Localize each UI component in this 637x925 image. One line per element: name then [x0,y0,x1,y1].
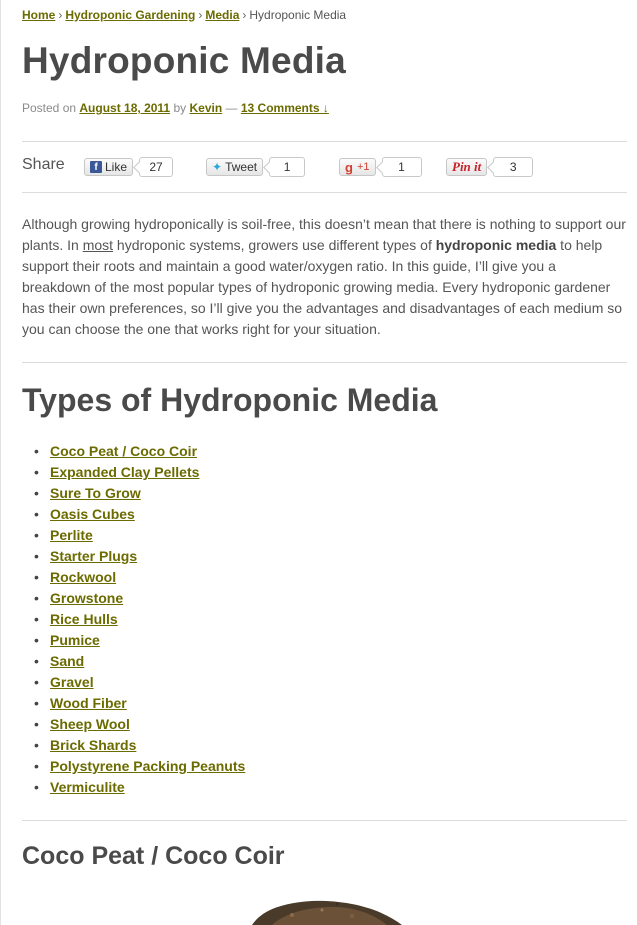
divider [22,141,627,142]
posted-on-label: Posted on [22,101,77,115]
list-item [50,736,245,757]
google-plus-button[interactable] [339,158,376,176]
intro-paragraph [22,214,627,340]
share-label: Share [22,156,65,173]
list-item [50,442,245,463]
list-item [50,589,245,610]
breadcrumb-current: Hydroponic Media [249,8,347,22]
media-link[interactable]: Sheep Wool [50,716,130,732]
tweet-count: 1 [269,157,305,177]
breadcrumb-separator: › [198,8,203,22]
list-item [50,526,245,547]
pin-it-count: 3 [493,157,533,177]
section-heading: Coco Peat / Coco Coir [22,842,285,870]
intro-text: to help support their roots and maintain a good water/oxygen ratio. In this guide, I’ll give you a breakdown of the most popular types of hydroponic growing media. Every hydroponic gardener has their own preferences, so I’ll give you the advantages and disadvantages of each medium so you can choose the one that works right for your situation. [22,237,623,337]
media-link[interactable]: Starter Plugs [50,548,138,564]
media-link[interactable]: Perlite [50,527,93,543]
tweet-label: Tweet [225,160,258,174]
facebook-like-count: 27 [139,157,173,177]
list-item [50,484,245,505]
list-item [50,778,245,799]
google-plus-count: 1 [382,157,422,177]
list-item [50,568,245,589]
twitter-bird-icon: ✦ [212,160,223,174]
media-link[interactable]: Wood Fiber [50,695,127,711]
media-link[interactable]: Polystyrene Packing Peanuts [50,758,246,774]
post-date-link[interactable]: August 18, 2011 [79,101,171,115]
media-link[interactable]: Rice Hulls [50,611,118,627]
meta-dash: — [225,101,238,115]
google-plus-label: +1 [356,161,370,173]
media-link[interactable]: Sure To Grow [50,485,141,501]
media-link[interactable]: Rockwool [50,569,117,585]
page-title: Hydroponic Media [22,40,346,81]
breadcrumb-separator: › [58,8,63,22]
breadcrumb [22,8,346,22]
list-item [50,463,245,484]
list-item [50,505,245,526]
facebook-like-label: Like [105,160,128,174]
types-heading: Types of Hydroponic Media [22,382,438,418]
intro-text: Although growing hydroponically is soil-free, this doesn’t mean that there is nothing to support our plants. In [22,216,626,253]
list-item [50,715,245,736]
divider [22,820,627,821]
pin-it-button[interactable]: Pin it [446,158,487,176]
list-item [50,757,245,778]
by-label: by [173,101,187,115]
comments-link[interactable]: 13 Comments ↓ [240,101,329,115]
list-item [50,610,245,631]
media-link[interactable]: Coco Peat / Coco Coir [50,443,198,459]
intro-bold: hydroponic media [435,237,557,253]
facebook-like-button[interactable] [84,158,133,176]
list-item [50,547,245,568]
divider [22,192,627,193]
breadcrumb-category-link[interactable]: Hydroponic Gardening [65,8,196,22]
list-item [50,652,245,673]
coco-coir-image [22,888,627,925]
list-item [50,631,245,652]
google-icon: g [345,159,353,175]
media-link[interactable]: Brick Shards [50,737,137,753]
breadcrumb-home-link[interactable]: Home [22,8,56,22]
media-link[interactable]: Vermiculite [50,779,125,795]
media-link[interactable]: Pumice [50,632,100,648]
media-link[interactable]: Oasis Cubes [50,506,135,522]
media-types-list [22,442,245,799]
list-item [50,673,245,694]
breadcrumb-subcategory-link[interactable]: Media [205,8,240,22]
left-border [0,0,1,925]
google-plus-widget [339,157,422,177]
media-link[interactable]: Growstone [50,590,124,606]
divider [22,362,627,363]
post-meta [22,101,329,115]
intro-text: hydroponic systems, growers use different types of [113,237,436,253]
media-link[interactable]: Expanded Clay Pellets [50,464,200,480]
media-link[interactable]: Sand [50,653,85,669]
breadcrumb-separator: › [242,8,247,22]
facebook-icon: f [90,161,102,173]
tweet-widget [206,157,305,177]
tweet-button[interactable] [206,158,263,176]
pinterest-widget [446,157,533,177]
intro-emphasis: most [82,237,114,253]
list-item [50,694,245,715]
author-link[interactable]: Kevin [189,101,223,115]
facebook-like-widget [84,157,173,177]
media-link[interactable]: Gravel [50,674,94,690]
